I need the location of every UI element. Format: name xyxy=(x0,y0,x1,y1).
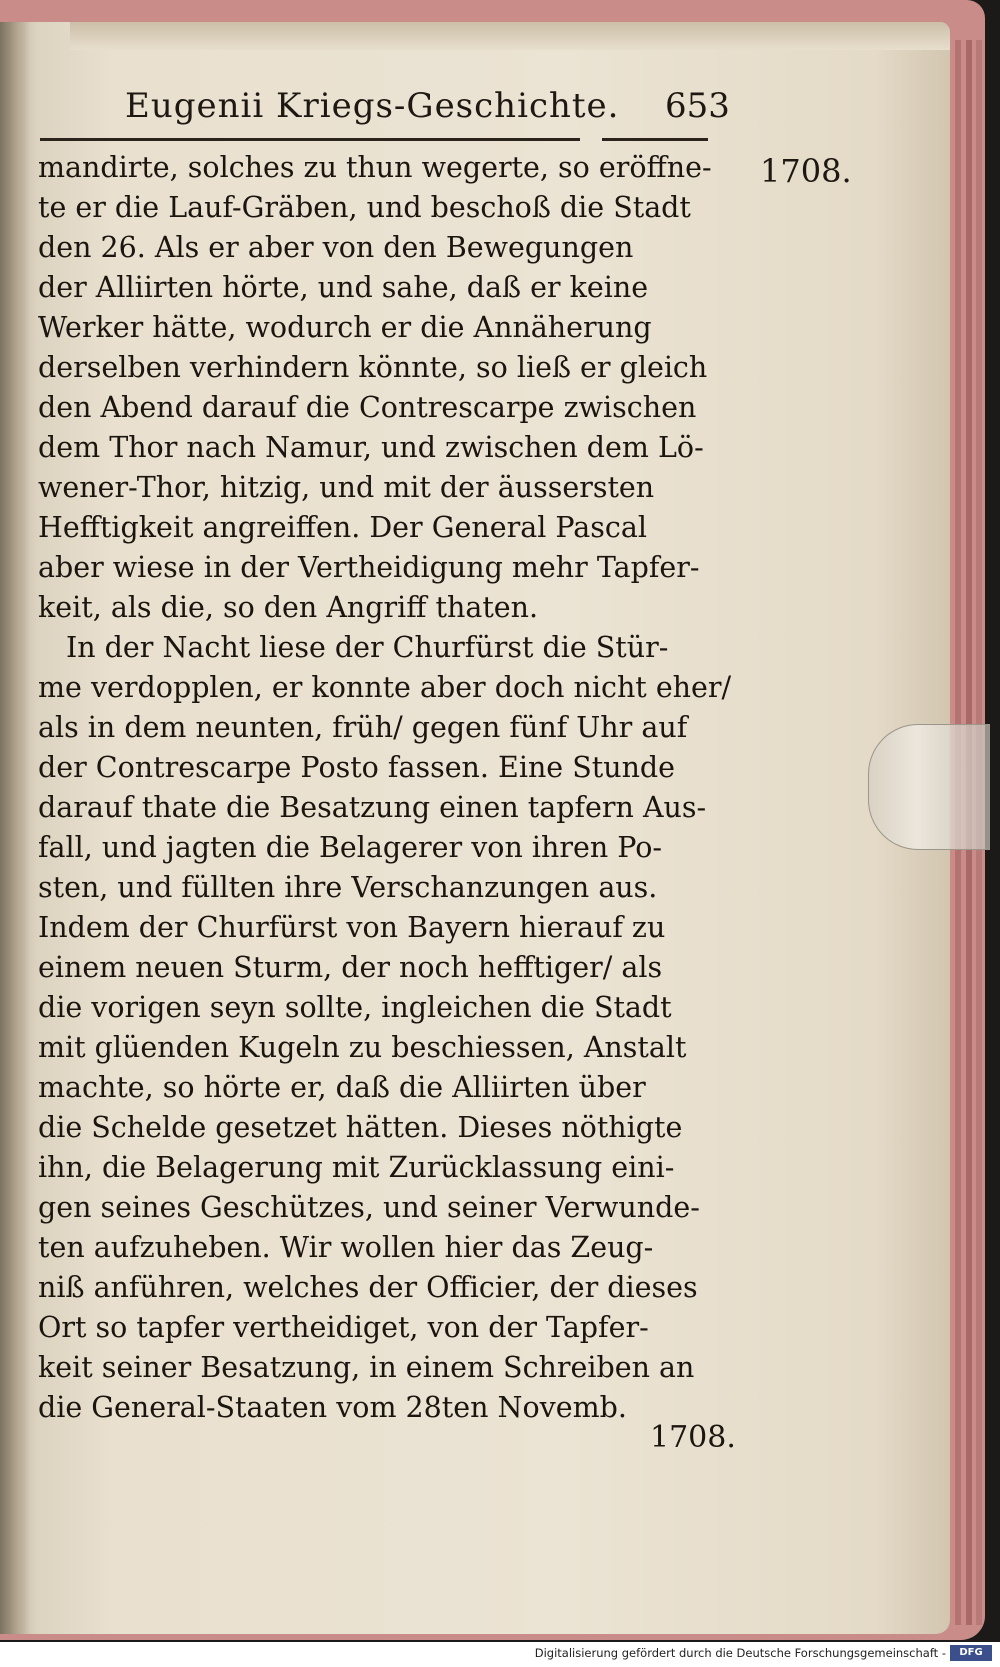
text-line: sten, und füllten ihre Verschanzungen aus. xyxy=(38,871,658,904)
text-line: der Contrescarpe Posto fassen. Eine Stunde xyxy=(38,751,676,784)
running-title: Eugenii Kriegs-Geschichte. xyxy=(125,86,620,126)
text-line: gen seines Geschützes, und seiner Verwunde- xyxy=(38,1191,700,1224)
text-line: Ort so tapfer vertheidiget, von der Tapfer- xyxy=(38,1311,649,1344)
text-line: ihn, die Belagerung mit Zurücklassung eini- xyxy=(38,1151,675,1184)
text-line: In der Nacht liese der Churfürst die Stür- xyxy=(66,631,669,664)
text-line: machte, so hörte er, daß die Alliirten über xyxy=(38,1071,646,1104)
text-line: darauf thate die Besatzung einen tapfern Aus- xyxy=(38,791,707,824)
page-gutter xyxy=(0,22,30,1634)
text-line: der Alliirten hörte, und sahe, daß er keine xyxy=(38,271,649,304)
header-rule xyxy=(40,138,580,141)
year-catchword: 1708. xyxy=(650,1420,736,1455)
text-line: Werker hätte, wodurch er die Annäherung xyxy=(38,311,652,344)
text-line: niß anführen, welches der Officier, der dieses xyxy=(38,1271,698,1304)
text-line: me verdopplen, er konnte aber doch nicht eher/ xyxy=(38,671,732,704)
body-text xyxy=(38,148,738,1428)
text-line: te er die Lauf-Gräben, und beschoß die Stadt xyxy=(38,191,691,224)
text-line: mandirte, solches zu thun wegerte, so eröffne- xyxy=(38,151,712,184)
page-top-edge xyxy=(70,22,950,50)
text-line: keit, als die, so den Angriff thaten. xyxy=(38,591,539,624)
text-line: fall, und jagten die Belagerer von ihren Po- xyxy=(38,831,663,864)
dfg-logo: DFG xyxy=(950,1645,992,1661)
text-line: wener-Thor, hitzig, und mit der äussersten xyxy=(38,471,655,504)
text-line: die Schelde gesetzet hätten. Dieses nöthigte xyxy=(38,1111,683,1144)
text-line: den Abend darauf die Contrescarpe zwischen xyxy=(38,391,697,424)
text-line: mit glüenden Kugeln zu beschiessen, Anstalt xyxy=(38,1031,687,1064)
text-line: keit seiner Besatzung, in einem Schreiben an xyxy=(38,1351,695,1384)
text-line: ten aufzuheben. Wir wollen hier das Zeug- xyxy=(38,1231,654,1264)
header-rule xyxy=(602,138,708,141)
text-line: die General-Staaten vom 28ten Novemb. xyxy=(38,1391,627,1424)
text-line: die vorigen seyn sollte, ingleichen die Stadt xyxy=(38,991,672,1024)
text-line: dem Thor nach Namur, und zwischen dem Lö- xyxy=(38,431,704,464)
text-line: den 26. Als er aber von den Bewegungen xyxy=(38,231,634,264)
page-number: 653 xyxy=(665,86,730,126)
text-line: als in dem neunten, früh/ gegen fünf Uhr auf xyxy=(38,711,688,744)
footer-credit: Digitalisierung gefördert durch die Deutsche Forschungsgemeinschaft - xyxy=(534,1646,946,1660)
text-line: derselben verhindern könnte, so ließ er gleich xyxy=(38,351,708,384)
text-line: einem neuen Sturm, der noch hefftiger/ als xyxy=(38,951,663,984)
page-header xyxy=(125,86,730,134)
text-line: Hefftigkeit angreiffen. Der General Pascal xyxy=(38,511,647,544)
margin-year: 1708. xyxy=(760,152,852,190)
page-clip xyxy=(868,724,990,850)
text-line: aber wiese in der Vertheidigung mehr Tapfer- xyxy=(38,551,700,584)
text-line: Indem der Churfürst von Bayern hierauf zu xyxy=(38,911,666,944)
